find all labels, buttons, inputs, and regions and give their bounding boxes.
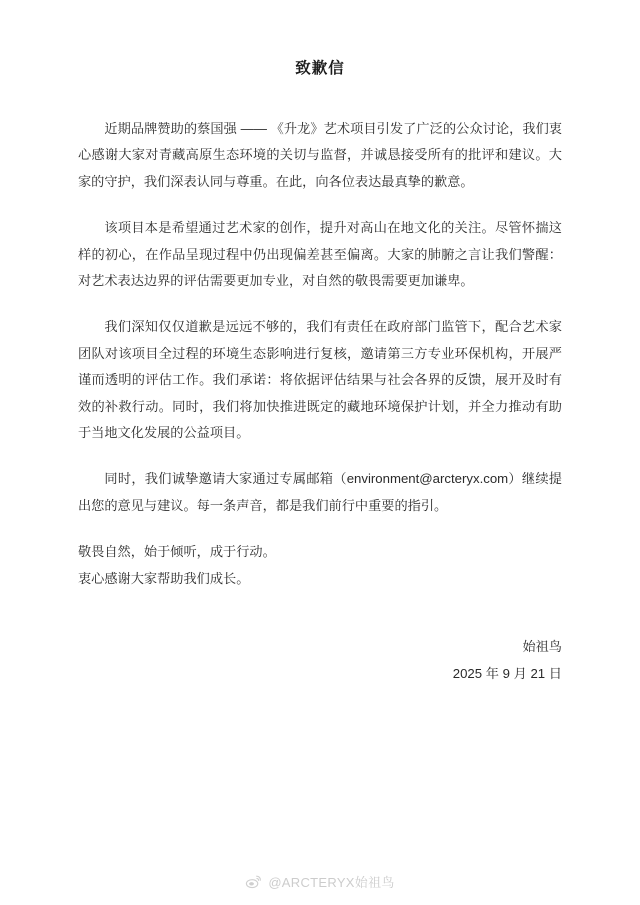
apology-letter xyxy=(78,56,562,687)
paragraph-4: 同时，我们诚挚邀请大家通过专属邮箱（environment@arcteryx.com）继续提出您的意见与建议。每一条声音，都是我们前行中重要的指引。 xyxy=(78,471,562,513)
paragraph-3: 我们深知仅仅道歉是远远不够的，我们有责任在政府部门监管下，配合艺术家团队对该项目全过程的环境生态影响进行复核，邀请第三方专业环保机构，开展严谨而透明的评估工作。我们承诺：将依据评估结果与社会各界的反馈，展开及时有效的补救行动。同时，我们将加快推进既定的藏地环境保护计划，并全力推动有助于当地文化发展的公益项目。 xyxy=(78,319,562,441)
paragraph-2: 该项目本是希望通过艺术家的创作，提升对高山在地文化的关注。尽管怀揣这样的初心，在作品呈现过程中仍出现偏差甚至偏离。大家的肺腑之言让我们警醒：对艺术表达边界的评估需要更加专业，对自然的敬畏需要更加谦卑。 xyxy=(78,220,562,289)
signature-block xyxy=(78,634,562,687)
watermark-text: @ARCTERYX始祖鸟 xyxy=(268,875,395,890)
closing-line-1: 敬畏自然，始于倾听，成于行动。 xyxy=(78,544,276,560)
signature-name: 始祖鸟 xyxy=(522,639,562,655)
paragraph-1: 近期品牌赞助的蔡国强 —— 《升龙》艺术项目引发了广泛的公众讨论，我们衷心感谢大家对青藏高原生态环境的关切与监督，并诚恳接受所有的批评和建议。大家的守护，我们深表认同与尊重。在此，向各位表达最真挚的歉意。 xyxy=(78,121,562,189)
signature-date: 2025 年 9 月 21 日 xyxy=(452,665,562,681)
closing-line-2: 衷心感谢大家帮助我们成长。 xyxy=(78,570,250,586)
watermark xyxy=(0,872,640,891)
weibo-logo-icon xyxy=(245,873,262,890)
closing-block xyxy=(78,539,562,592)
page-title: 致歉信 xyxy=(295,60,345,77)
